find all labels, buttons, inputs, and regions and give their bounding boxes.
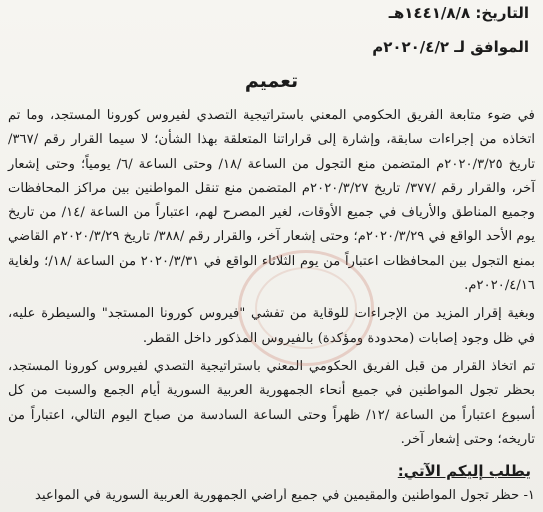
- paragraph-3: تم اتخاذ القرار من قبل الفريق الحكومي المعني باستراتيجية التصدي لفيروس كورونا المستجد، بحظر تجول المواطنين في جميع أنحاء الجمهورية العربية السورية أيام الجمع والسبت من كل أسبوع اعتباراً من الساعة /١٢/ ظهراً وحتى الساعة السادسة من صباح اليوم التالي، اعتباراً من تاريخه؛ وحتى إشعار آخر.: [8, 358, 535, 447]
- document-body: [8, 104, 535, 452]
- requirement-item-1: ١- حظر تجول المواطنين والمقيمين في جميع أراضي الجمهورية العربية السورية في المواعيد: [35, 488, 535, 503]
- requirements-heading: يطلب إليكم الآتي:: [397, 462, 531, 480]
- paragraph-2: وبغية إقرار المزيد من الإجراءات للوقاية من تفشي "فيروس كورونا المستجد" والسيطرة عليه، في ظل وجود إصابات (محدودة ومؤكدة) بالفيروس المذكور داخل القطر.: [8, 306, 535, 346]
- hijri-date: التاريخ: ١٤٤١/٨/٨هـ: [388, 4, 529, 22]
- gregorian-date: الموافق لـ ٢٠٢٠/٤/٢م: [372, 38, 529, 56]
- paragraph-1: في ضوء متابعة الفريق الحكومي المعني باستراتيجية التصدي لفيروس كورونا المستجد، وما تم اتخاذه من إجراءات سابقة، وإشارة إلى قراراتنا المتعلقة بهذا الشأن؛ لا سيما القرار رقم /٣٦٧/ تاريخ ٢٠٢٠/٣/٢٥م المتضمن منع التجول من الساعة /١٨/ وحتى الساعة /٦/ يومياً؛ وحتى إشعار آخر، والقرار رقم /٣٧٧/ تاريخ ٢٠٢٠/٣/٢٧م المتضمن منع تنقل المواطنين بين مراكز المحافظات وجميع المناطق والأرياف في جميع الأوقات، لغير المصرح لهم، اعتباراً من الساعة /١٤/ من تاريخ يوم الأحد الواقع في ٢٠٢٠/٣/٢٩م؛ وحتى إشعار آخر، والقرار رقم /٣٨٨/ تاريخ ٢٠٢٠/٣/٢٩م القاضي بمنع التجول بين المحافظات اعتباراً من يوم الثلاثاء الواقع في ٢٠٢٠/٣/٣١ من الساعة /١٨/؛ ولغاية ٢٠٢٠/٤/١٦م.: [8, 108, 536, 294]
- document-title: تعميم: [244, 70, 299, 92]
